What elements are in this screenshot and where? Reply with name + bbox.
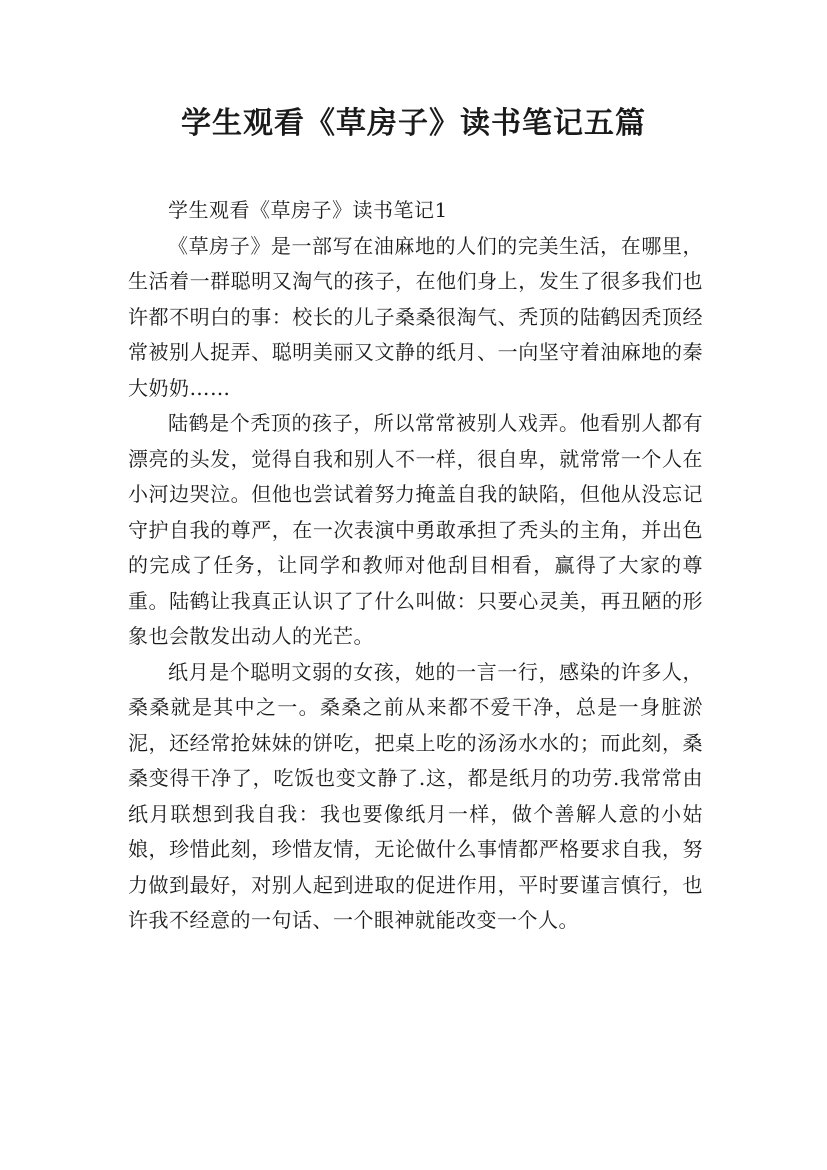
paragraph-2: 陆鹤是个秃顶的孩子，所以常常被别人戏弄。他看别人都有漂亮的头发，觉得自我和别人不一样，很自卑，就常常一个人在小河边哭泣。但他也尝试着努力掩盖自我的缺陷，但他从没忘记守护自我的尊严，在一次表演中勇敢承担了秃头的主角，并出色的完成了任务，让同学和教师对他刮目相看，赢得了大家的尊重。陆鹤让我真正认识了了什么叫做：只要心灵美，再丑陋的形象也会散发出动人的光芒。 — [128, 411, 703, 648]
document-title: 学生观看《草房子》读书笔记五篇 — [181, 106, 646, 141]
document-body — [128, 193, 703, 939]
paragraph-3: 纸月是个聪明文弱的女孩，她的一言一行，感染的许多人，桑桑就是其中之一。桑桑之前从来都不爱干净，总是一身脏淤泥，还经常抢妹妹的饼吃，把桌上吃的汤汤水水的；而此刻，桑桑变得干净了，吃饭也变文静了.这，都是纸月的功劳.我常常由纸月联想到我自我：我也要像纸月一样，做个善解人意的小姑娘，珍惜此刻，珍惜友情，无论做什么事情都严格要求自我，努力做到最好，对别人起到进取的促进作用，平时要谨言慎行，也许我不经意的一句话、一个眼神就能改变一个人。 — [128, 659, 703, 932]
paragraph-1: 《草房子》是一部写在油麻地的人们的完美生活，在哪里，生活着一群聪明又淘气的孩子，在他们身上，发生了很多我们也许都不明白的事：校长的儿子桑桑很淘气、秃顶的陆鹤因秃顶经常被别人捉弄、聪明美丽又文静的纸月、一向坚守着油麻地的秦大奶奶…… — [128, 233, 703, 400]
section-heading: 学生观看《草房子》读书笔记1 — [168, 198, 448, 222]
